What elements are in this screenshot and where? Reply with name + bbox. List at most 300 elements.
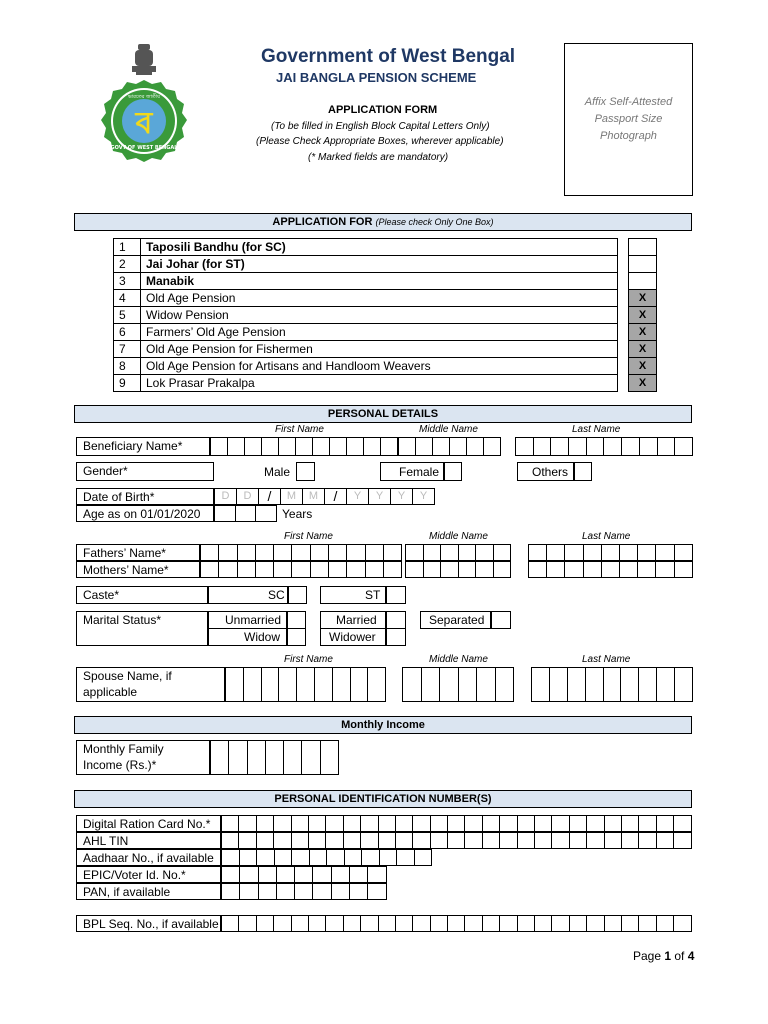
char-box[interactable] bbox=[621, 667, 639, 702]
char-box[interactable] bbox=[656, 561, 674, 578]
char-box[interactable] bbox=[295, 866, 313, 883]
char-box[interactable] bbox=[675, 437, 693, 456]
scheme-checkbox-row bbox=[629, 307, 657, 324]
char-box[interactable] bbox=[550, 667, 568, 702]
char-box[interactable] bbox=[529, 544, 547, 561]
char-box[interactable] bbox=[415, 849, 433, 866]
char-box[interactable] bbox=[329, 561, 347, 578]
beneficiary-last-name-boxes[interactable] bbox=[515, 437, 693, 456]
char-box[interactable] bbox=[657, 915, 674, 932]
char-box[interactable] bbox=[332, 866, 350, 883]
dob-boxes[interactable] bbox=[214, 488, 435, 505]
char-box[interactable] bbox=[368, 667, 386, 702]
char-box[interactable] bbox=[494, 544, 512, 561]
char-box[interactable] bbox=[552, 815, 569, 832]
scheme-checkbox[interactable] bbox=[629, 273, 657, 290]
char-box[interactable] bbox=[368, 883, 386, 900]
char-box[interactable] bbox=[292, 849, 310, 866]
char-box[interactable] bbox=[351, 667, 369, 702]
char-box[interactable] bbox=[350, 866, 368, 883]
char-box[interactable] bbox=[368, 866, 386, 883]
char-box[interactable] bbox=[266, 740, 284, 775]
char-box[interactable] bbox=[459, 667, 478, 702]
char-box[interactable] bbox=[483, 832, 500, 849]
dob-char-box[interactable]: Y bbox=[347, 488, 369, 505]
form-title: APPLICATION FORM bbox=[328, 104, 438, 116]
char-box[interactable] bbox=[245, 437, 262, 456]
char-box[interactable] bbox=[311, 561, 329, 578]
scheme-checkbox[interactable]: X bbox=[629, 341, 657, 358]
char-box[interactable] bbox=[321, 740, 339, 775]
char-box[interactable] bbox=[257, 849, 275, 866]
char-box[interactable] bbox=[396, 832, 413, 849]
char-box[interactable] bbox=[229, 740, 247, 775]
char-box[interactable] bbox=[431, 815, 448, 832]
char-box[interactable] bbox=[584, 561, 602, 578]
char-box[interactable] bbox=[239, 832, 256, 849]
char-box[interactable] bbox=[344, 915, 361, 932]
char-box[interactable] bbox=[483, 915, 500, 932]
char-box[interactable] bbox=[604, 437, 622, 456]
char-box[interactable] bbox=[384, 561, 402, 578]
char-box[interactable] bbox=[239, 915, 256, 932]
char-box[interactable] bbox=[622, 815, 639, 832]
char-box[interactable] bbox=[424, 544, 442, 561]
char-box[interactable] bbox=[639, 832, 656, 849]
char-box[interactable] bbox=[274, 561, 292, 578]
char-box[interactable] bbox=[413, 915, 430, 932]
dob-char-box[interactable]: Y bbox=[413, 488, 435, 505]
dob-char-box[interactable]: Y bbox=[391, 488, 413, 505]
char-box[interactable] bbox=[380, 849, 398, 866]
scheme-number: 2 bbox=[114, 256, 141, 273]
char-box[interactable] bbox=[483, 815, 500, 832]
char-box[interactable] bbox=[500, 815, 517, 832]
scheme-label: Farmers’ Old Age Pension bbox=[141, 324, 618, 341]
char-box[interactable] bbox=[211, 437, 228, 456]
char-box[interactable] bbox=[440, 667, 459, 702]
char-box[interactable] bbox=[279, 437, 296, 456]
char-box[interactable] bbox=[244, 667, 262, 702]
char-box[interactable] bbox=[552, 832, 569, 849]
char-box[interactable] bbox=[361, 915, 378, 932]
char-box[interactable] bbox=[459, 561, 477, 578]
char-box[interactable] bbox=[620, 561, 638, 578]
char-box[interactable] bbox=[379, 832, 396, 849]
ahl-tin-boxes[interactable] bbox=[221, 832, 692, 849]
char-box[interactable] bbox=[296, 437, 313, 456]
char-box[interactable] bbox=[441, 561, 459, 578]
beneficiary-first-name-boxes[interactable] bbox=[210, 437, 398, 456]
char-box[interactable] bbox=[274, 544, 292, 561]
char-box[interactable] bbox=[532, 667, 550, 702]
char-box[interactable] bbox=[396, 815, 413, 832]
char-box[interactable] bbox=[675, 561, 693, 578]
caste-sc-checkbox[interactable] bbox=[288, 586, 307, 604]
char-box[interactable] bbox=[500, 832, 517, 849]
char-box[interactable] bbox=[327, 849, 345, 866]
spouse-first-name-header: First Name bbox=[284, 654, 333, 665]
char-box[interactable] bbox=[238, 544, 256, 561]
char-box[interactable] bbox=[639, 667, 657, 702]
char-box[interactable] bbox=[657, 832, 674, 849]
char-box[interactable] bbox=[424, 561, 442, 578]
gender-female-checkbox[interactable] bbox=[444, 462, 462, 481]
scheme-checkbox[interactable]: X bbox=[629, 324, 657, 341]
char-box[interactable] bbox=[397, 849, 415, 866]
char-box[interactable] bbox=[605, 915, 622, 932]
char-box[interactable] bbox=[396, 915, 413, 932]
char-box[interactable] bbox=[602, 544, 620, 561]
char-box[interactable] bbox=[361, 832, 378, 849]
scheme-number: 5 bbox=[114, 307, 141, 324]
char-box[interactable] bbox=[302, 740, 320, 775]
beneficiary-name-label: Beneficiary Name* bbox=[76, 437, 210, 456]
photo-box-line: Photograph bbox=[600, 130, 657, 142]
char-box[interactable] bbox=[552, 915, 569, 932]
epic-boxes[interactable] bbox=[221, 866, 387, 883]
char-box[interactable] bbox=[257, 915, 274, 932]
char-box[interactable] bbox=[674, 915, 691, 932]
scheme-number: 7 bbox=[114, 341, 141, 358]
char-box[interactable] bbox=[347, 544, 365, 561]
char-box[interactable] bbox=[534, 437, 552, 456]
char-box[interactable] bbox=[518, 915, 535, 932]
char-box[interactable] bbox=[465, 832, 482, 849]
char-box[interactable] bbox=[309, 832, 326, 849]
photo-box-line: Affix Self-Attested bbox=[584, 96, 673, 108]
char-box[interactable] bbox=[228, 437, 245, 456]
char-box[interactable] bbox=[262, 437, 279, 456]
char-box[interactable] bbox=[450, 437, 467, 456]
char-box[interactable] bbox=[638, 561, 656, 578]
char-box[interactable] bbox=[277, 866, 295, 883]
char-box[interactable] bbox=[459, 544, 477, 561]
char-box[interactable] bbox=[274, 832, 291, 849]
char-box[interactable] bbox=[297, 667, 315, 702]
char-box[interactable] bbox=[441, 544, 459, 561]
scheme-checkbox[interactable] bbox=[629, 239, 657, 256]
char-box[interactable] bbox=[295, 883, 313, 900]
char-box[interactable] bbox=[494, 561, 512, 578]
char-box[interactable] bbox=[332, 883, 350, 900]
char-box[interactable] bbox=[222, 883, 240, 900]
char-box[interactable] bbox=[658, 437, 676, 456]
marital-separated-checkbox[interactable] bbox=[491, 611, 511, 629]
char-box[interactable] bbox=[399, 437, 416, 456]
char-box[interactable] bbox=[587, 815, 604, 832]
char-box[interactable] bbox=[256, 505, 277, 522]
beneficiary-middle-name-boxes[interactable] bbox=[398, 437, 501, 456]
char-box[interactable] bbox=[622, 915, 639, 932]
char-box[interactable] bbox=[433, 437, 450, 456]
char-box[interactable] bbox=[257, 832, 274, 849]
char-box[interactable] bbox=[547, 544, 565, 561]
char-box[interactable] bbox=[518, 815, 535, 832]
char-box[interactable] bbox=[345, 849, 363, 866]
char-box[interactable] bbox=[239, 815, 256, 832]
char-box[interactable] bbox=[222, 832, 239, 849]
char-box[interactable] bbox=[622, 437, 640, 456]
char-box[interactable] bbox=[422, 667, 441, 702]
char-box[interactable] bbox=[279, 667, 297, 702]
char-box[interactable] bbox=[570, 832, 587, 849]
char-box[interactable] bbox=[640, 437, 658, 456]
char-box[interactable] bbox=[313, 883, 331, 900]
scheme-checkbox-row bbox=[629, 375, 657, 392]
marital-widower-checkbox[interactable] bbox=[386, 628, 406, 646]
char-box[interactable] bbox=[605, 832, 622, 849]
char-box[interactable] bbox=[406, 561, 424, 578]
dob-char-box[interactable]: M bbox=[303, 488, 325, 505]
scheme-row bbox=[114, 341, 618, 358]
char-box[interactable] bbox=[657, 815, 674, 832]
char-box[interactable] bbox=[222, 815, 239, 832]
char-box[interactable] bbox=[547, 561, 565, 578]
char-box[interactable] bbox=[602, 561, 620, 578]
char-box[interactable] bbox=[256, 561, 274, 578]
char-box[interactable] bbox=[675, 667, 693, 702]
scheme-checkbox[interactable]: X bbox=[629, 307, 657, 324]
char-box[interactable] bbox=[240, 849, 258, 866]
char-box[interactable] bbox=[311, 544, 329, 561]
char-box[interactable] bbox=[344, 832, 361, 849]
caste-st-checkbox[interactable] bbox=[386, 586, 406, 604]
char-box[interactable] bbox=[240, 883, 258, 900]
char-box[interactable] bbox=[587, 437, 605, 456]
gender-others-label: Others bbox=[532, 465, 569, 479]
last-name-header: Last Name bbox=[572, 424, 621, 435]
char-box[interactable] bbox=[292, 544, 310, 561]
gender-others-checkbox[interactable] bbox=[574, 462, 592, 481]
char-box[interactable] bbox=[639, 815, 656, 832]
char-box[interactable] bbox=[222, 849, 240, 866]
char-box[interactable] bbox=[406, 544, 424, 561]
spouse-middle-name-boxes[interactable] bbox=[402, 667, 514, 702]
char-box[interactable] bbox=[274, 815, 291, 832]
pan-boxes[interactable] bbox=[221, 883, 387, 900]
spouse-first-name-boxes[interactable] bbox=[225, 667, 386, 702]
char-box[interactable] bbox=[656, 544, 674, 561]
char-box[interactable] bbox=[274, 915, 291, 932]
scheme-checkbox[interactable] bbox=[629, 256, 657, 273]
char-box[interactable] bbox=[284, 740, 302, 775]
fathers-first-name-boxes[interactable] bbox=[200, 544, 402, 561]
char-box[interactable] bbox=[565, 561, 583, 578]
char-box[interactable] bbox=[569, 437, 587, 456]
char-box[interactable] bbox=[256, 544, 274, 561]
char-box[interactable] bbox=[313, 437, 330, 456]
char-box[interactable] bbox=[236, 505, 257, 522]
dob-char-box[interactable]: M bbox=[281, 488, 303, 505]
char-box[interactable] bbox=[381, 437, 398, 456]
dob-char-box[interactable]: D bbox=[237, 488, 259, 505]
char-box[interactable] bbox=[518, 832, 535, 849]
monthly-income-heading: Monthly Income bbox=[74, 716, 692, 734]
char-box[interactable] bbox=[310, 849, 328, 866]
char-box[interactable] bbox=[413, 832, 430, 849]
marital-unmarried-checkbox[interactable] bbox=[287, 611, 306, 629]
char-box[interactable] bbox=[222, 915, 239, 932]
fathers-last-name-boxes[interactable] bbox=[528, 544, 693, 561]
char-box[interactable] bbox=[568, 667, 586, 702]
char-box[interactable] bbox=[638, 544, 656, 561]
marital-widow-checkbox[interactable] bbox=[287, 628, 306, 646]
char-box[interactable] bbox=[238, 561, 256, 578]
char-box[interactable] bbox=[587, 832, 604, 849]
char-box[interactable] bbox=[219, 544, 237, 561]
char-box[interactable] bbox=[535, 915, 552, 932]
scheme-checkboxes bbox=[628, 238, 657, 392]
aadhaar-boxes[interactable] bbox=[221, 849, 432, 866]
scheme-label: Taposili Bandhu (for SC) bbox=[141, 239, 618, 256]
char-box[interactable] bbox=[516, 437, 534, 456]
char-box[interactable] bbox=[292, 832, 309, 849]
char-box[interactable] bbox=[674, 815, 691, 832]
char-box[interactable] bbox=[476, 544, 494, 561]
char-box[interactable] bbox=[201, 561, 219, 578]
char-box[interactable] bbox=[309, 815, 326, 832]
char-box[interactable] bbox=[586, 667, 604, 702]
mothers-last-name-boxes[interactable] bbox=[528, 561, 693, 578]
char-box[interactable] bbox=[366, 544, 384, 561]
char-box[interactable] bbox=[476, 561, 494, 578]
char-box[interactable] bbox=[226, 667, 244, 702]
char-box[interactable] bbox=[384, 544, 402, 561]
char-box[interactable] bbox=[587, 915, 604, 932]
char-box[interactable] bbox=[551, 437, 569, 456]
scheme-list bbox=[113, 238, 618, 392]
page-current: 1 bbox=[664, 949, 672, 963]
char-box[interactable] bbox=[292, 561, 310, 578]
parent-middle-name-header: Middle Name bbox=[429, 531, 488, 542]
char-box[interactable] bbox=[500, 915, 517, 932]
char-box[interactable] bbox=[674, 832, 691, 849]
char-box[interactable] bbox=[604, 667, 622, 702]
char-box[interactable] bbox=[361, 815, 378, 832]
char-box[interactable] bbox=[465, 915, 482, 932]
char-box[interactable] bbox=[240, 866, 258, 883]
scheme-checkbox[interactable]: X bbox=[629, 375, 657, 392]
char-box[interactable] bbox=[416, 437, 433, 456]
char-box[interactable] bbox=[448, 815, 465, 832]
char-box[interactable] bbox=[620, 544, 638, 561]
char-box[interactable] bbox=[222, 866, 240, 883]
char-box[interactable] bbox=[344, 815, 361, 832]
char-box[interactable] bbox=[329, 544, 347, 561]
char-box[interactable] bbox=[379, 915, 396, 932]
char-box[interactable] bbox=[413, 815, 430, 832]
char-box[interactable] bbox=[535, 815, 552, 832]
char-box[interactable] bbox=[465, 815, 482, 832]
char-box[interactable] bbox=[292, 915, 309, 932]
monthly-income-boxes[interactable] bbox=[210, 740, 339, 775]
gender-female-label: Female bbox=[399, 465, 440, 479]
spouse-last-name-boxes[interactable] bbox=[531, 667, 693, 702]
char-box[interactable] bbox=[248, 740, 266, 775]
char-box[interactable] bbox=[379, 815, 396, 832]
age-boxes[interactable] bbox=[214, 505, 277, 522]
char-box[interactable] bbox=[259, 883, 277, 900]
char-box[interactable] bbox=[309, 915, 326, 932]
scheme-checkbox[interactable]: X bbox=[629, 358, 657, 375]
char-box[interactable] bbox=[448, 915, 465, 932]
marital-married-label: Married bbox=[336, 613, 377, 627]
page-number bbox=[633, 950, 694, 962]
char-box[interactable] bbox=[448, 832, 465, 849]
char-box[interactable] bbox=[570, 915, 587, 932]
char-box[interactable] bbox=[211, 740, 229, 775]
char-box[interactable] bbox=[431, 832, 448, 849]
char-box[interactable] bbox=[675, 544, 693, 561]
char-box[interactable] bbox=[496, 667, 515, 702]
char-box[interactable] bbox=[315, 667, 333, 702]
char-box[interactable] bbox=[326, 815, 343, 832]
char-box[interactable] bbox=[326, 915, 343, 932]
caste-label: Caste* bbox=[76, 586, 208, 604]
dob-separator: / bbox=[259, 488, 281, 505]
char-box[interactable] bbox=[570, 815, 587, 832]
scheme-checkbox[interactable]: X bbox=[629, 290, 657, 307]
char-box[interactable] bbox=[477, 667, 496, 702]
ration-card-boxes[interactable] bbox=[221, 815, 692, 832]
char-box[interactable] bbox=[350, 883, 368, 900]
char-box[interactable] bbox=[535, 832, 552, 849]
mothers-middle-name-boxes[interactable] bbox=[405, 561, 511, 578]
char-box[interactable] bbox=[277, 883, 295, 900]
char-box[interactable] bbox=[584, 544, 602, 561]
char-box[interactable] bbox=[529, 561, 547, 578]
char-box[interactable] bbox=[313, 866, 331, 883]
char-box[interactable] bbox=[326, 832, 343, 849]
char-box[interactable] bbox=[275, 849, 293, 866]
char-box[interactable] bbox=[467, 437, 484, 456]
fathers-middle-name-boxes[interactable] bbox=[405, 544, 511, 561]
char-box[interactable] bbox=[215, 505, 236, 522]
char-box[interactable] bbox=[362, 849, 380, 866]
char-box[interactable] bbox=[565, 544, 583, 561]
char-box[interactable] bbox=[431, 915, 448, 932]
char-box[interactable] bbox=[657, 667, 675, 702]
photo-box[interactable] bbox=[564, 43, 693, 196]
scheme-checkbox-row bbox=[629, 290, 657, 307]
char-box[interactable] bbox=[292, 815, 309, 832]
spouse-last-name-header: Last Name bbox=[582, 654, 631, 665]
char-box[interactable] bbox=[201, 544, 219, 561]
char-box[interactable] bbox=[364, 437, 381, 456]
char-box[interactable] bbox=[347, 437, 364, 456]
mothers-first-name-boxes[interactable] bbox=[200, 561, 402, 578]
char-box[interactable] bbox=[366, 561, 384, 578]
char-box[interactable] bbox=[333, 667, 351, 702]
char-box[interactable] bbox=[403, 667, 422, 702]
char-box[interactable] bbox=[330, 437, 347, 456]
bpl-boxes[interactable] bbox=[221, 915, 692, 932]
dob-char-box[interactable]: Y bbox=[369, 488, 391, 505]
marital-married-checkbox[interactable] bbox=[386, 611, 406, 629]
char-box[interactable] bbox=[622, 832, 639, 849]
gender-male-checkbox[interactable] bbox=[296, 462, 315, 481]
char-box[interactable] bbox=[262, 667, 280, 702]
char-box[interactable] bbox=[347, 561, 365, 578]
char-box[interactable] bbox=[484, 437, 501, 456]
char-box[interactable] bbox=[605, 815, 622, 832]
dob-char-box[interactable]: D bbox=[215, 488, 237, 505]
char-box[interactable] bbox=[259, 866, 277, 883]
char-box[interactable] bbox=[257, 815, 274, 832]
char-box[interactable] bbox=[219, 561, 237, 578]
char-box[interactable] bbox=[639, 915, 656, 932]
